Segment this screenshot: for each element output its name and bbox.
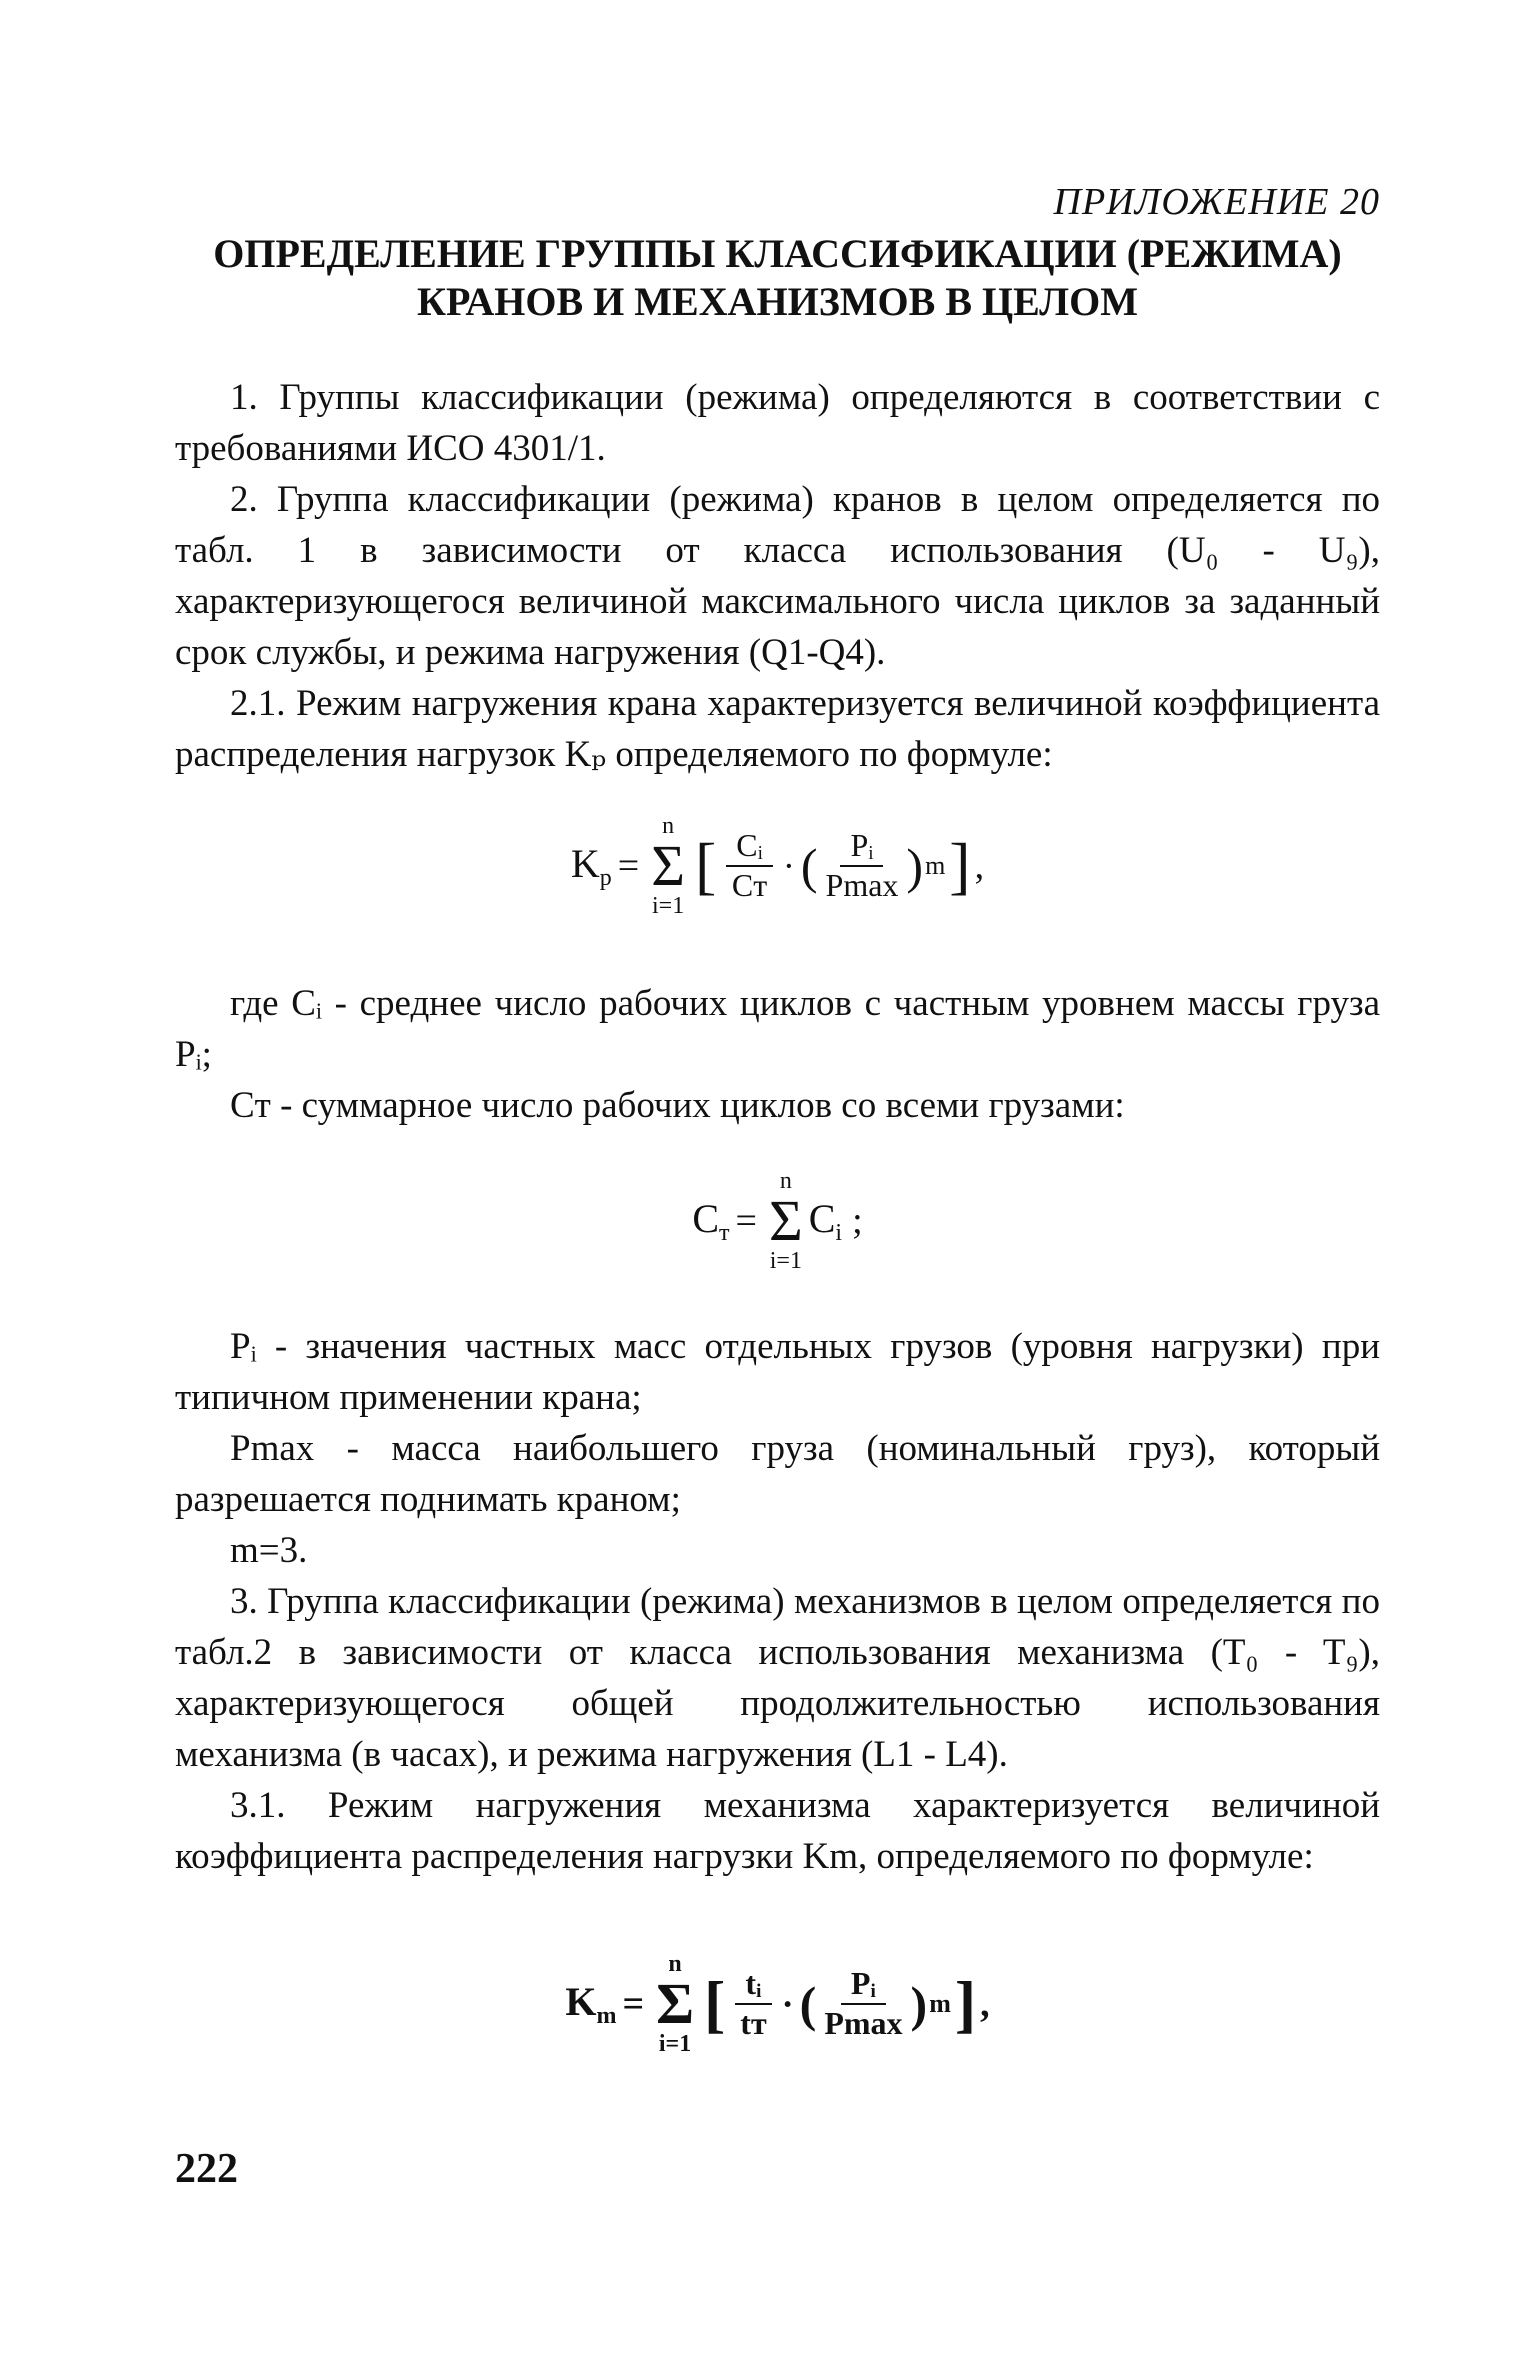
sum-lower-limit: i=1 xyxy=(658,2031,692,2057)
formula-ct-term xyxy=(809,1195,842,1247)
paragraph-1: 1. Группы классификации (режима) определяются в соответствии с требованиями ИСО 4301/1. xyxy=(175,377,1380,469)
sigma-symbol: Σ xyxy=(656,1971,695,2036)
title-line-2: КРАНОВ И МЕХАНИЗМОВ В ЦЕЛОМ xyxy=(417,279,1138,324)
fraction-ci-ct xyxy=(726,829,773,902)
right-bracket: ] xyxy=(949,830,971,901)
ci-subscript: i xyxy=(835,1220,843,1246)
fraction-ti-tt xyxy=(735,1967,771,2040)
paragraph-pi-definition: Pᵢ - значения частных масс отдельных грузов (уровня нагрузки) при типичном применении крана; xyxy=(175,1326,1380,1418)
formula-kp xyxy=(175,814,1380,918)
appendix-label: ПРИЛОЖЕНИЕ 20 xyxy=(1053,181,1380,223)
summation xyxy=(651,814,685,918)
paragraph-ci-definition: где Cᵢ - среднее число рабочих циклов с частным уровнем массы груза Pᵢ; xyxy=(175,983,1380,1075)
paragraph-3-1: 3.1. Режим нагружения механизма характеризуется величиной коэффициента распределения нагрузки Km, определяемого по формуле: xyxy=(175,1785,1380,1877)
numerator: Pᵢ xyxy=(841,1967,886,2005)
formula-ct-lhs xyxy=(692,1195,729,1247)
sum-upper-limit: n xyxy=(662,813,675,839)
sum-upper-limit: n xyxy=(779,1168,792,1194)
multiply-dot: · xyxy=(782,846,795,886)
denominator: tт xyxy=(740,2005,767,2041)
kp-symbol: K xyxy=(570,841,600,886)
sigma-symbol: Σ xyxy=(651,833,685,898)
formula-comma: , xyxy=(974,845,985,887)
left-paren: ( xyxy=(800,838,818,894)
formula-comma: , xyxy=(980,1983,990,2025)
sigma-symbol: Σ xyxy=(768,1188,803,1253)
document-body xyxy=(175,372,1380,2056)
km-symbol: K xyxy=(565,1979,597,2024)
formula-ct xyxy=(175,1169,1380,1273)
ci-symbol: C xyxy=(808,1196,836,1241)
document-page xyxy=(175,180,1380,2056)
formula-kp-lhs xyxy=(571,840,612,892)
exponent: m xyxy=(929,1989,951,2018)
fraction-pi-pmax xyxy=(826,829,899,902)
page-number: 222 xyxy=(175,2146,238,2192)
right-bracket: ] xyxy=(954,1968,977,2039)
kp-subscript: p xyxy=(599,865,612,891)
left-paren: ( xyxy=(799,1976,817,2032)
exponent: m xyxy=(925,851,946,880)
title-line-1: ОПРЕДЕЛЕНИЕ ГРУППЫ КЛАССИФИКАЦИИ (РЕЖИМА) xyxy=(213,231,1342,276)
paragraph-2: 2. Группа классификации (режима) кранов в целом определяется по табл. 1 в зависимости от класса использования (U₀ - U₉), характеризующегося величиной максимального числа циклов за заданный срок службы, и режима нагружения (Q1-Q4). xyxy=(175,479,1380,673)
numerator: Pᵢ xyxy=(840,829,883,867)
left-bracket: [ xyxy=(704,1968,726,2039)
paragraph-pmax-definition: Pmax - масса наибольшего груза (номинальный груз), который разрешается поднимать краном; xyxy=(175,1428,1380,1520)
summation xyxy=(656,1952,694,2056)
denominator: Pmax xyxy=(825,867,899,903)
km-subscript: m xyxy=(596,2003,617,2029)
paragraph-3: 3. Группа классификации (режима) механизмов в целом определяется по табл.2 в зависимости от класса использования механизма (T₀ - T₉), характеризующегося общей продолжительностью использования механизма (в часах), и режима нагружения (L1 - L4). xyxy=(175,1581,1380,1775)
sum-lower-limit: i=1 xyxy=(651,893,685,919)
formula-semicolon: ; xyxy=(852,1200,863,1242)
multiply-dot: · xyxy=(781,1984,794,2024)
paragraph-m-value: m=3. xyxy=(230,1530,308,1571)
sum-upper-limit: n xyxy=(668,1951,682,1977)
left-bracket: [ xyxy=(694,830,717,901)
formula-km xyxy=(175,1952,1380,2056)
summation xyxy=(769,1169,803,1273)
formula-km-lhs xyxy=(565,1978,616,2030)
paragraph-ct-definition: Cт - суммарное число рабочих циклов со всеми грузами: xyxy=(230,1085,1125,1126)
right-paren: ) xyxy=(910,1976,928,2032)
paragraph-2-1: 2.1. Режим нагружения крана характеризуется величиной коэффициента распределения нагрузок Kₚ определяемого по формуле: xyxy=(175,683,1380,775)
right-paren: ) xyxy=(906,838,924,894)
equals-sign: = xyxy=(617,845,640,887)
numerator: tᵢ xyxy=(735,1967,771,2005)
sum-lower-limit: i=1 xyxy=(769,1248,802,1274)
denominator: Cт xyxy=(731,867,768,903)
denominator: Pmax xyxy=(824,2005,903,2041)
ct-symbol: C xyxy=(692,1196,720,1241)
numerator: Cᵢ xyxy=(726,829,773,867)
equals-sign: = xyxy=(622,1983,645,2025)
fraction-pi-pmax xyxy=(824,1967,902,2040)
document-title xyxy=(175,230,1380,326)
ct-subscript: т xyxy=(719,1220,730,1246)
equals-sign: = xyxy=(735,1200,757,1242)
